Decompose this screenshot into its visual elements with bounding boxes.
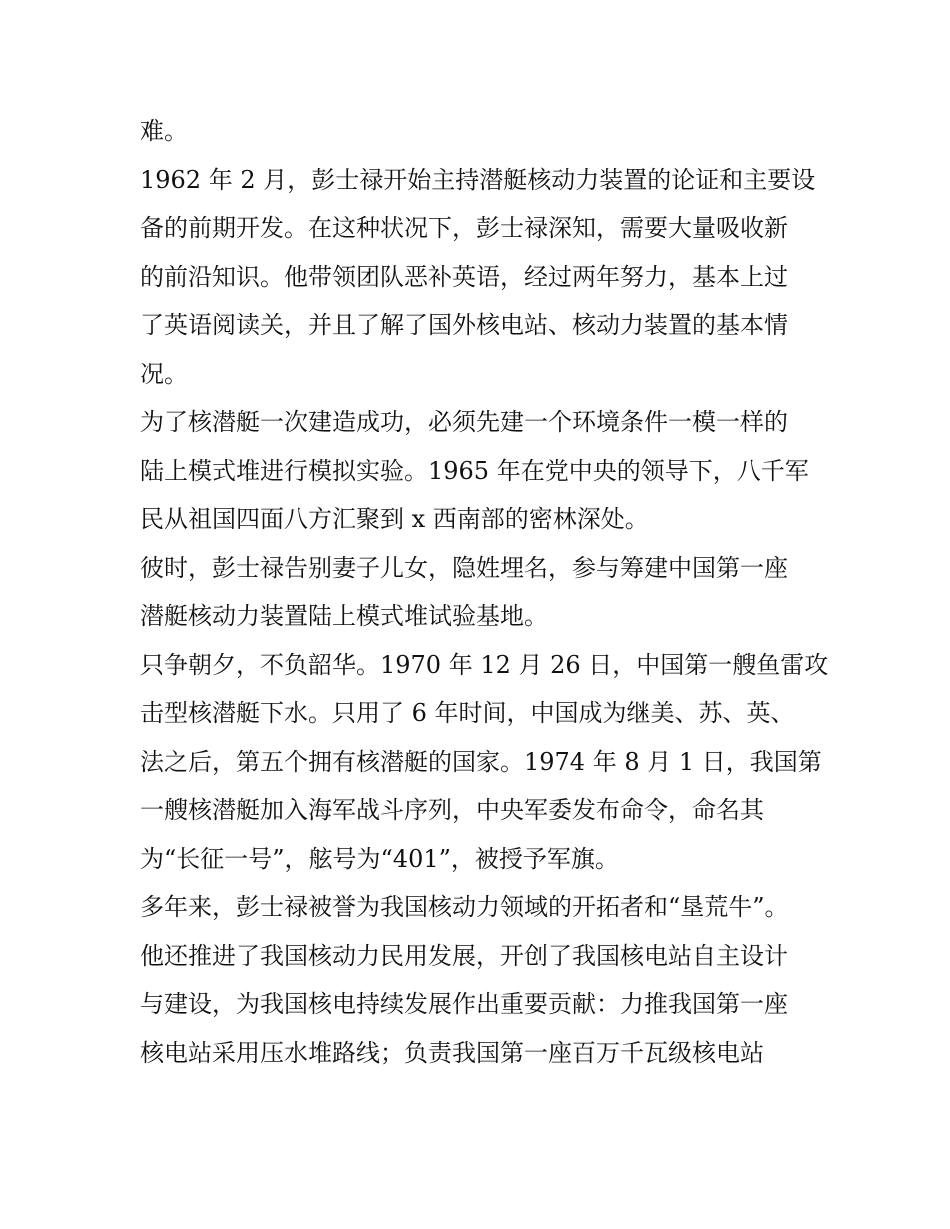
text-line: 核电站采用压水堆路线；负责我国第一座百万千瓦级核电站 [140,1038,764,1067]
text-line: 为“长征一号”，舷号为“401”，被授予军旗。 [140,844,619,873]
text-line: 陆上模式堆进行模拟实验。1965 年在党中央的领导下，八千军 [140,456,809,485]
text-line: 况。 [140,359,188,388]
text-line: 法之后，第五个拥有核潜艇的国家。1974 年 8 月 1 日，我国第 [140,747,822,776]
text-line: 备的前期开发。在这种状况下，彭士禄深知，需要大量吸收新 [140,214,788,242]
text-line: 击型核潜艇下水。只用了 6 年时间，中国成为继美、苏、英、 [140,699,795,727]
text-line: 彼时，彭士禄告别妻子儿女，隐姓埋名，参与筹建中国第一座 [140,553,788,582]
text-line: 潜艇核动力装置陆上模式堆试验基地。 [140,602,548,630]
text-line: 1962 年 2 月，彭士禄开始主持潜艇核动力装置的论证和主要设 [140,165,816,194]
text-line: 为了核潜艇一次建造成功，必须先建一个环境条件一模一样的 [140,408,788,436]
text-line: 与建设，为我国核电持续发展作出重要贡献：力推我国第一座 [140,990,788,1018]
text-line: 难。 [140,117,188,145]
text-line: 他还推进了我国核动力民用发展，开创了我国核电站自主设计 [140,941,788,970]
body-text [140,107,829,1077]
text-line: 只争朝夕，不负韶华。1970 年 12 月 26 日，中国第一艘鱼雷攻 [140,650,829,679]
text-line: 民从祖国四面八方汇聚到 x 西南部的密林深处。 [140,505,649,533]
text-line: 多年来，彭士禄被誉为我国核动力领域的开拓者和“垦荒牛”。 [140,893,789,921]
text-line: 一艘核潜艇加入海军战斗序列，中央军委发布命令，命名其 [140,796,764,824]
text-line: 了英语阅读关，并且了解了国外核电站、核动力装置的基本情 [140,311,788,339]
text-line: 的前沿知识。他带领团队恶补英语，经过两年努力，基本上过 [140,262,788,291]
